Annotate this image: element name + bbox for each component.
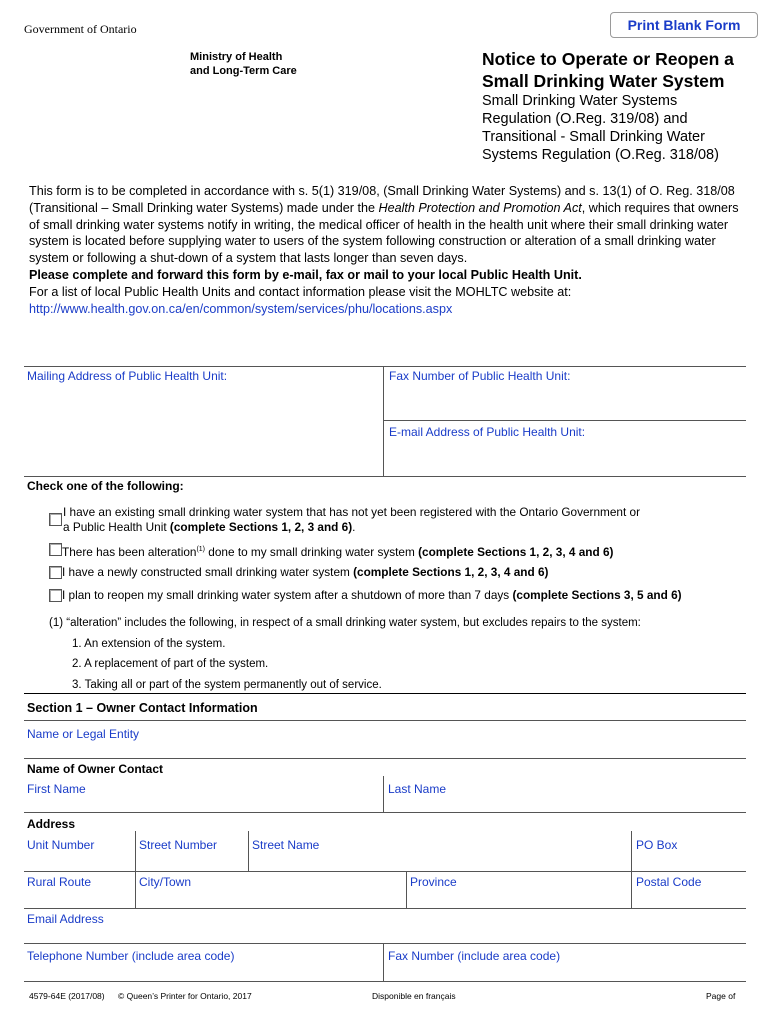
option-new-checkbox[interactable] bbox=[49, 566, 62, 579]
intro-p1-b: , which requires that owners of small drinking water systems notify in writing, the medical officer of health in the health unit where their small drinking water system is located before supplying water to users of the system following construction or alteration of a small drinking water system or following a shut-down of a system that lasts longer than seven days. bbox=[29, 200, 739, 266]
street-number-field[interactable]: Street Number bbox=[139, 838, 218, 852]
city-town-field[interactable]: City/Town bbox=[139, 875, 192, 889]
footnote-item-3: 3. Taking all or part of the system permanently out of service. bbox=[72, 679, 382, 691]
option-new-sections: (complete Sections 1, 2, 3, 4 and 6) bbox=[353, 565, 549, 579]
phu-mailing-address-field[interactable]: Mailing Address of Public Health Unit: bbox=[27, 369, 228, 383]
copyright: © Queen’s Printer for Ontario, 2017 bbox=[118, 991, 252, 1001]
phu-locations-link[interactable]: http://www.health.gov.on.ca/en/common/system/services/phu/locations.aspx bbox=[29, 301, 453, 316]
option-existing-line-2 bbox=[63, 520, 753, 535]
option-existing-label bbox=[63, 505, 753, 535]
option-existing-checkbox[interactable] bbox=[49, 513, 62, 526]
phone-row-rule bbox=[24, 981, 746, 982]
intro-act-name: Health Protection and Promotion Act bbox=[378, 200, 582, 215]
fax-number-field[interactable]: Fax Number (include area code) bbox=[388, 949, 561, 963]
email-address-field[interactable]: Email Address bbox=[27, 912, 104, 926]
address-divider-1 bbox=[135, 831, 136, 871]
rural-divider-1 bbox=[135, 871, 136, 908]
phu-email-field[interactable]: E-mail Address of Public Health Unit: bbox=[389, 425, 586, 439]
name-entity-rule bbox=[24, 758, 746, 759]
option-alteration-text-b: done to my small drinking water system bbox=[205, 544, 419, 559]
subtitle-line-4: Systems Regulation (O.Reg. 318/08) bbox=[482, 147, 719, 163]
phu-divider bbox=[383, 366, 384, 476]
address-row-rule bbox=[24, 871, 746, 872]
po-box-field[interactable]: PO Box bbox=[636, 838, 678, 852]
name-row-rule bbox=[24, 812, 746, 813]
option-existing-sections: (complete Sections 1, 2, 3 and 6) bbox=[169, 520, 353, 534]
ministry-line-2: and Long-Term Care bbox=[190, 65, 297, 77]
phu-bottom-rule bbox=[24, 476, 746, 477]
section1-heading-rule bbox=[24, 720, 746, 721]
option-reopen-label bbox=[62, 588, 762, 603]
option-alteration-text-a: There has been alteration bbox=[62, 544, 197, 559]
french-availability: Disponible en français bbox=[372, 991, 456, 1001]
option-existing-line-1: I have an existing small drinking water system that has not yet been registered with the Ontario Government or bbox=[63, 505, 641, 519]
subtitle-line-3: Transitional - Small Drinking Water bbox=[482, 129, 705, 145]
intro-text bbox=[29, 183, 739, 317]
intro-p1-a: This form is to be completed in accordance with s. 5(1) 319/08, (Small Drinking Water Systems) and s. 13(1) of O. Reg. 318/08 (Transitional – Small Drinking water Systems) made under the bbox=[29, 184, 735, 215]
option-reopen-checkbox[interactable] bbox=[49, 589, 62, 602]
option-existing-end: . bbox=[352, 520, 356, 534]
street-name-field[interactable]: Street Name bbox=[252, 838, 320, 852]
footnote-item-2: 2. A replacement of part of the system. bbox=[72, 658, 269, 670]
option-new-label bbox=[62, 565, 752, 580]
subtitle-line-1: Small Drinking Water Systems bbox=[482, 93, 678, 109]
email-row-rule bbox=[24, 943, 746, 944]
section1-heading: Section 1 – Owner Contact Information bbox=[27, 701, 258, 715]
form-number: 4579-64E (2017/08) bbox=[29, 991, 105, 1001]
option-reopen-sections: (complete Sections 3, 5 and 6) bbox=[512, 588, 682, 602]
option-alteration-label bbox=[62, 542, 752, 560]
rural-route-field[interactable]: Rural Route bbox=[27, 875, 92, 889]
phu-fax-rule bbox=[384, 420, 746, 421]
unit-number-field[interactable]: Unit Number bbox=[27, 838, 95, 852]
option-existing-text: a Public Health Unit bbox=[63, 520, 170, 534]
phu-top-rule bbox=[24, 366, 746, 367]
title-line-1: Notice to Operate or Reopen a bbox=[482, 49, 734, 69]
subtitle-line-2: Regulation (O.Reg. 319/08) and bbox=[482, 111, 688, 127]
title-line-2: Small Drinking Water System bbox=[482, 71, 725, 91]
form-title bbox=[482, 48, 762, 92]
rural-divider-2 bbox=[406, 871, 407, 908]
alteration-footnote-ref: (1) bbox=[196, 546, 206, 553]
ministry-name bbox=[190, 50, 297, 78]
last-name-field[interactable]: Last Name bbox=[388, 782, 447, 796]
intro-instruction: Please complete and forward this form by e-mail, fax or mail to your local Public Health Unit. bbox=[29, 267, 582, 282]
owner-contact-heading: Name of Owner Contact bbox=[27, 762, 164, 776]
address-divider-2 bbox=[248, 831, 249, 871]
phu-fax-field[interactable]: Fax Number of Public Health Unit: bbox=[389, 369, 571, 383]
option-new-text: I have a newly constructed small drinking water system bbox=[62, 565, 354, 579]
footnote-item-1: 1. An extension of the system. bbox=[72, 638, 226, 650]
section1-top-rule bbox=[24, 693, 746, 694]
address-heading: Address bbox=[27, 817, 76, 831]
ministry-line-1: Ministry of Health bbox=[190, 51, 283, 63]
government-of-ontario: Government of Ontario bbox=[24, 22, 137, 36]
check-heading: Check one of the following: bbox=[27, 479, 184, 493]
name-divider bbox=[383, 776, 384, 812]
page-number: Page of bbox=[706, 991, 736, 1001]
option-reopen-text: I plan to reopen my small drinking water system after a shutdown of more than 7 days bbox=[62, 588, 513, 602]
province-field[interactable]: Province bbox=[410, 875, 457, 889]
intro-list-line: For a list of local Public Health Units and contact information please visit the MOHLTC website at: bbox=[29, 284, 572, 299]
option-alteration-checkbox[interactable] bbox=[49, 543, 62, 556]
option-alteration-sections: (complete Sections 1, 2, 3, 4 and 6) bbox=[418, 544, 614, 559]
first-name-field[interactable]: First Name bbox=[27, 782, 86, 796]
name-legal-entity-field[interactable]: Name or Legal Entity bbox=[27, 727, 140, 741]
phone-divider bbox=[383, 943, 384, 981]
print-blank-form-button[interactable]: Print Blank Form bbox=[610, 12, 758, 38]
rural-divider-3 bbox=[631, 871, 632, 908]
form-subtitle bbox=[482, 92, 762, 164]
alteration-footnote: (1) “alteration” includes the following, in respect of a small drinking water system, but excludes repairs to the system: bbox=[49, 617, 641, 629]
address-divider-3 bbox=[631, 831, 632, 871]
postal-code-field[interactable]: Postal Code bbox=[636, 875, 702, 889]
rural-row-rule bbox=[24, 908, 746, 909]
telephone-field[interactable]: Telephone Number (include area code) bbox=[27, 949, 235, 963]
